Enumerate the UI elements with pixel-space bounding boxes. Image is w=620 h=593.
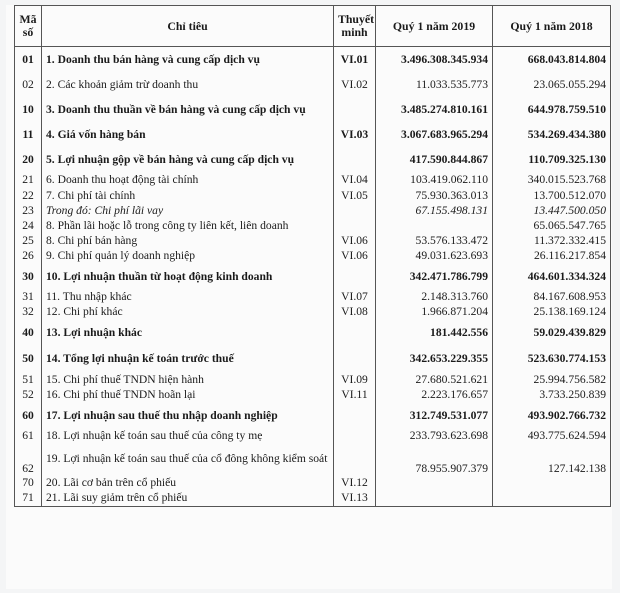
row-code: 24: [15, 218, 42, 233]
row-note: VI.02: [334, 73, 376, 97]
row-note: VI.04: [334, 172, 376, 188]
row-note: VI.09: [334, 372, 376, 387]
row-label: 8. Chi phí bán hàng: [42, 233, 334, 248]
row-q1-2019: 3.496.308.345.934: [376, 47, 493, 73]
row-label: 3. Doanh thu thuần về bán hàng và cung cấp dịch vụ: [42, 97, 334, 122]
row-note: VI.08: [334, 304, 376, 320]
row-q1-2019: [376, 490, 493, 507]
row-code: 60: [15, 403, 42, 428]
row-q1-2019: 75.930.363.013: [376, 188, 493, 203]
report-sheet: [6, 5, 612, 589]
row-note: VI.07: [334, 289, 376, 304]
row-code: 20: [15, 147, 42, 172]
table-row: [15, 122, 611, 147]
row-q1-2019: 3.067.683.965.294: [376, 122, 493, 147]
row-q1-2019: 103.419.062.110: [376, 172, 493, 188]
row-q1-2019: 49.031.623.693: [376, 248, 493, 264]
row-q1-2019: 2.148.313.760: [376, 289, 493, 304]
row-q1-2018: 13.447.500.050: [493, 203, 611, 218]
row-q1-2019: 181.442.556: [376, 320, 493, 345]
row-code: 61: [15, 428, 42, 443]
table-row: [15, 188, 611, 203]
table-row: [15, 147, 611, 172]
row-q1-2019: [376, 218, 493, 233]
table-row: [15, 304, 611, 320]
row-q1-2018: 3.733.250.839: [493, 387, 611, 403]
table-row: [15, 47, 611, 73]
header-note-line2: minh: [341, 25, 368, 39]
table-header-row: [15, 6, 611, 47]
row-q1-2019: 11.033.535.773: [376, 73, 493, 97]
row-label: 7. Chi phí tài chính: [42, 188, 334, 203]
row-code: 52: [15, 387, 42, 403]
row-code: 22: [15, 188, 42, 203]
row-label: 8. Phần lãi hoặc lỗ trong công ty liên kết, liên doanh: [42, 218, 334, 233]
row-code: 23: [15, 203, 42, 218]
row-q1-2018: 25.138.169.124: [493, 304, 611, 320]
row-label: Trong đó: Chi phí lãi vay: [42, 203, 334, 218]
row-q1-2018: 59.029.439.829: [493, 320, 611, 345]
row-label: 11. Thu nhập khác: [42, 289, 334, 304]
header-q1-2019: Quý 1 năm 2019: [376, 6, 493, 47]
row-q1-2019: 1.966.871.204: [376, 304, 493, 320]
table-row: [15, 490, 611, 507]
table-row: [15, 73, 611, 97]
row-code: 31: [15, 289, 42, 304]
row-code: 10: [15, 97, 42, 122]
row-note: [334, 97, 376, 122]
row-q1-2018: 110.709.325.130: [493, 147, 611, 172]
table-row: [15, 97, 611, 122]
row-q1-2019: 233.793.623.698: [376, 428, 493, 443]
row-q1-2018: 65.065.547.765: [493, 218, 611, 233]
table-row: [15, 372, 611, 387]
row-q1-2018: 493.902.766.732: [493, 403, 611, 428]
row-note: [334, 320, 376, 345]
row-q1-2019: 27.680.521.621: [376, 372, 493, 387]
row-note: VI.12: [334, 475, 376, 490]
row-label: 12. Chi phí khác: [42, 304, 334, 320]
row-note: VI.01: [334, 47, 376, 73]
row-q1-2019: 312.749.531.077: [376, 403, 493, 428]
row-q1-2019: 342.471.786.799: [376, 264, 493, 289]
row-code: 40: [15, 320, 42, 345]
row-label: 15. Chi phí thuế TNDN hiện hành: [42, 372, 334, 387]
row-label: 1. Doanh thu bán hàng và cung cấp dịch vụ: [42, 47, 334, 73]
row-label: 14. Tổng lợi nhuận kế toán trước thuế: [42, 345, 334, 372]
row-q1-2019: 67.155.498.131: [376, 203, 493, 218]
row-label: 16. Chi phí thuế TNDN hoãn lại: [42, 387, 334, 403]
header-item: Chỉ tiêu: [42, 6, 334, 47]
table-row: [15, 264, 611, 289]
row-note: [334, 403, 376, 428]
row-label: 2. Các khoản giảm trừ doanh thu: [42, 73, 334, 97]
row-code: 62: [15, 443, 42, 475]
row-note: [334, 428, 376, 443]
row-q1-2019: 3.485.274.810.161: [376, 97, 493, 122]
row-code: 02: [15, 73, 42, 97]
table-row: [15, 443, 611, 475]
row-label: 6. Doanh thu hoạt động tài chính: [42, 172, 334, 188]
row-q1-2018: 26.116.217.854: [493, 248, 611, 264]
row-q1-2018: 644.978.759.510: [493, 97, 611, 122]
row-code: 11: [15, 122, 42, 147]
row-label: 4. Giá vốn hàng bán: [42, 122, 334, 147]
table-row: [15, 403, 611, 428]
row-label: 19. Lợi nhuận kế toán sau thuế của cổ đông không kiểm soát: [42, 443, 334, 475]
row-q1-2018: 25.994.756.582: [493, 372, 611, 387]
header-note-line1: Thuyết: [338, 12, 375, 26]
row-q1-2018: 23.065.055.294: [493, 73, 611, 97]
income-statement-table: [14, 5, 611, 507]
row-q1-2018: 127.142.138: [493, 443, 611, 475]
header-note: [334, 6, 376, 47]
row-note: VI.03: [334, 122, 376, 147]
row-code: 01: [15, 47, 42, 73]
table-row: [15, 203, 611, 218]
row-note: [334, 147, 376, 172]
header-code-line1: Mã: [19, 12, 37, 26]
table-row: [15, 289, 611, 304]
row-label: 17. Lợi nhuận sau thuế thu nhập doanh nghiệp: [42, 403, 334, 428]
row-label: 5. Lợi nhuận gộp về bán hàng và cung cấp dịch vụ: [42, 147, 334, 172]
row-code: 32: [15, 304, 42, 320]
row-q1-2018: 84.167.608.953: [493, 289, 611, 304]
row-q1-2018: 493.775.624.594: [493, 428, 611, 443]
row-q1-2019: 342.653.229.355: [376, 345, 493, 372]
row-note: [334, 264, 376, 289]
table-row: [15, 345, 611, 372]
table-row: [15, 475, 611, 490]
table-body: [15, 47, 611, 507]
header-code-line2: số: [22, 25, 34, 39]
row-q1-2019: 78.955.907.379: [376, 443, 493, 475]
row-code: 71: [15, 490, 42, 507]
row-q1-2018: 523.630.774.153: [493, 345, 611, 372]
row-code: 30: [15, 264, 42, 289]
row-code: 51: [15, 372, 42, 387]
row-label: 20. Lãi cơ bản trên cổ phiếu: [42, 475, 334, 490]
row-label: 18. Lợi nhuận kế toán sau thuế của công ty mẹ: [42, 428, 334, 443]
row-note: VI.06: [334, 233, 376, 248]
row-q1-2018: 11.372.332.415: [493, 233, 611, 248]
row-q1-2018: [493, 475, 611, 490]
row-code: 26: [15, 248, 42, 264]
row-label: 21. Lãi suy giảm trên cổ phiếu: [42, 490, 334, 507]
table-row: [15, 248, 611, 264]
row-label: 10. Lợi nhuận thuần từ hoạt động kinh doanh: [42, 264, 334, 289]
row-note: VI.11: [334, 387, 376, 403]
row-code: 21: [15, 172, 42, 188]
row-label: 9. Chi phí quản lý doanh nghiệp: [42, 248, 334, 264]
table-row: [15, 428, 611, 443]
row-code: 70: [15, 475, 42, 490]
row-note: [334, 218, 376, 233]
table-row: [15, 218, 611, 233]
row-note: VI.05: [334, 188, 376, 203]
table-row: [15, 320, 611, 345]
row-code: 25: [15, 233, 42, 248]
table-row: [15, 233, 611, 248]
row-code: 50: [15, 345, 42, 372]
header-code: [15, 6, 42, 47]
header-q1-2018: Quý 1 năm 2018: [493, 6, 611, 47]
table-row: [15, 387, 611, 403]
row-q1-2019: [376, 475, 493, 490]
row-note: [334, 203, 376, 218]
row-q1-2018: [493, 490, 611, 507]
row-note: [334, 345, 376, 372]
row-q1-2019: 53.576.133.472: [376, 233, 493, 248]
row-note: VI.06: [334, 248, 376, 264]
row-label: 13. Lợi nhuận khác: [42, 320, 334, 345]
row-q1-2019: 417.590.844.867: [376, 147, 493, 172]
table-row: [15, 172, 611, 188]
row-q1-2018: 340.015.523.768: [493, 172, 611, 188]
row-q1-2018: 534.269.434.380: [493, 122, 611, 147]
row-note: VI.13: [334, 490, 376, 507]
row-q1-2018: 13.700.512.070: [493, 188, 611, 203]
row-q1-2018: 668.043.814.804: [493, 47, 611, 73]
row-q1-2019: 2.223.176.657: [376, 387, 493, 403]
row-note: [334, 443, 376, 475]
row-q1-2018: 464.601.334.324: [493, 264, 611, 289]
